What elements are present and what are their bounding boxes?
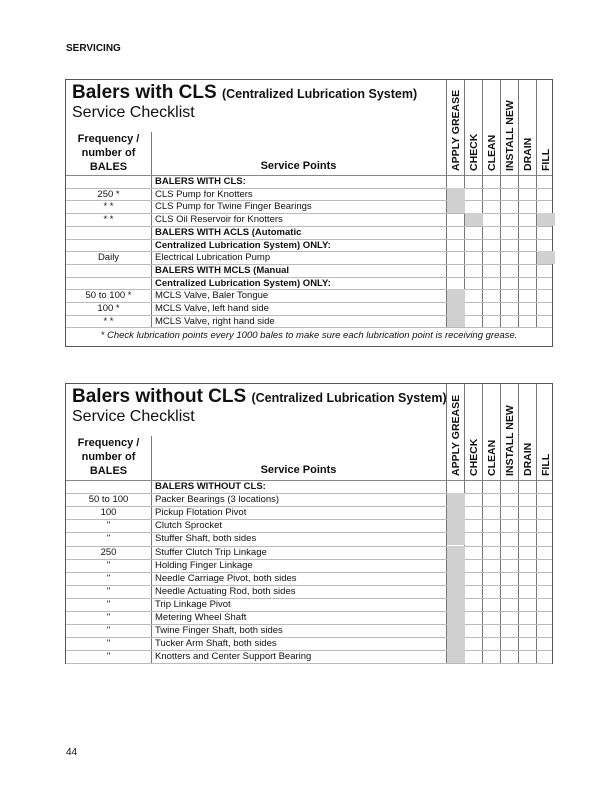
action-label: FILL bbox=[540, 453, 552, 476]
action-cell bbox=[447, 226, 465, 239]
action-cell bbox=[447, 532, 465, 545]
action-cell bbox=[501, 611, 519, 624]
action-label: FILL bbox=[540, 148, 552, 171]
action-cell bbox=[465, 506, 483, 519]
table-row bbox=[66, 585, 552, 598]
table-row bbox=[66, 302, 552, 315]
action-cell bbox=[501, 251, 519, 264]
action-cell bbox=[483, 239, 501, 252]
action-cell bbox=[537, 559, 555, 572]
action-cell bbox=[501, 572, 519, 585]
action-cell bbox=[519, 251, 537, 264]
action-cell bbox=[465, 598, 483, 611]
service-point-cell: Packer Bearings (3 locations) bbox=[155, 494, 280, 506]
action-cell bbox=[501, 289, 519, 302]
action-cell bbox=[483, 302, 501, 315]
page-number: 44 bbox=[66, 747, 78, 758]
action-cell bbox=[465, 277, 483, 290]
service-point-cell: Tucker Arm Shaft, both sides bbox=[155, 638, 277, 650]
action-label: INSTALL NEW bbox=[504, 405, 516, 476]
action-cell bbox=[537, 480, 555, 493]
table-row bbox=[66, 175, 552, 188]
action-column-header bbox=[464, 80, 482, 175]
service-point-cell: Knotters and Center Support Bearing bbox=[155, 651, 312, 663]
action-cell bbox=[501, 506, 519, 519]
action-cell bbox=[483, 213, 501, 226]
action-column-header bbox=[500, 384, 518, 480]
action-cell bbox=[537, 519, 555, 532]
action-cell bbox=[537, 650, 555, 663]
action-cell bbox=[447, 572, 465, 585]
service-point-cell: Holding Finger Linkage bbox=[155, 559, 253, 571]
frequency-cell: 100 bbox=[100, 507, 117, 519]
action-cell bbox=[501, 480, 519, 493]
action-cell bbox=[447, 559, 465, 572]
action-cell bbox=[537, 200, 555, 213]
action-cell bbox=[483, 188, 501, 201]
table-row bbox=[66, 546, 552, 559]
action-cell bbox=[465, 532, 483, 545]
action-cell bbox=[483, 611, 501, 624]
action-cell bbox=[465, 264, 483, 277]
service-point-cell: Trip Linkage Pivot bbox=[155, 598, 231, 610]
frequency-cell: * * bbox=[103, 315, 114, 327]
title-main: Balers without CLS bbox=[72, 386, 247, 407]
frequency-header-line: Frequency / bbox=[77, 133, 140, 145]
section-heading: SERVICING bbox=[66, 43, 121, 54]
action-cell bbox=[501, 624, 519, 637]
action-cell bbox=[465, 611, 483, 624]
action-cell bbox=[483, 264, 501, 277]
action-cell bbox=[537, 188, 555, 201]
table-title bbox=[72, 386, 447, 408]
action-cell bbox=[537, 251, 555, 264]
action-cell bbox=[519, 175, 537, 188]
service-point-cell: Stuffer Shaft, both sides bbox=[155, 533, 257, 545]
action-cell bbox=[447, 585, 465, 598]
action-cell bbox=[483, 251, 501, 264]
frequency-cell: * * bbox=[103, 214, 114, 226]
action-cell bbox=[537, 532, 555, 545]
action-cell bbox=[537, 175, 555, 188]
title-main: Balers with CLS bbox=[72, 82, 217, 103]
action-label: CLEAN bbox=[486, 134, 498, 171]
action-cell bbox=[447, 289, 465, 302]
action-cell bbox=[447, 519, 465, 532]
frequency-cell: " bbox=[106, 533, 111, 545]
service-point-cell: MCLS Valve, left hand side bbox=[155, 303, 269, 314]
action-cell bbox=[483, 226, 501, 239]
action-cell bbox=[483, 559, 501, 572]
action-cell bbox=[537, 264, 555, 277]
action-cell bbox=[519, 289, 537, 302]
service-point-cell: MCLS Valve, right hand side bbox=[155, 315, 275, 327]
service-checklist-table bbox=[65, 383, 553, 664]
action-cell bbox=[483, 546, 501, 559]
action-cell bbox=[519, 239, 537, 252]
action-cell bbox=[447, 598, 465, 611]
action-label: APPLY GREASE bbox=[450, 394, 462, 476]
table-title bbox=[72, 82, 417, 104]
title-suffix: (Centralized Lubrication System) bbox=[221, 87, 418, 101]
table-row bbox=[66, 480, 552, 493]
frequency-cell: " bbox=[106, 585, 111, 597]
action-cell bbox=[465, 493, 483, 506]
action-cell bbox=[537, 585, 555, 598]
frequency-cell: " bbox=[106, 638, 111, 650]
table-row bbox=[66, 493, 552, 506]
service-point-cell: Pickup Flotation Pivot bbox=[155, 507, 247, 519]
service-point-cell: CLS Oil Reservoir for Knotters bbox=[155, 214, 283, 226]
action-cell bbox=[519, 650, 537, 663]
action-column-header bbox=[482, 384, 500, 480]
action-cell bbox=[537, 637, 555, 650]
action-cell bbox=[501, 302, 519, 315]
table-row bbox=[66, 315, 552, 328]
action-cell bbox=[447, 175, 465, 188]
action-cell bbox=[483, 532, 501, 545]
service-point-cell: CLS Pump for Twine Finger Bearings bbox=[155, 201, 312, 213]
action-cell bbox=[465, 188, 483, 201]
table-row bbox=[66, 506, 552, 519]
action-label: CHECK bbox=[468, 438, 480, 476]
action-cell bbox=[465, 302, 483, 315]
action-column-header bbox=[518, 384, 536, 480]
action-cell bbox=[465, 572, 483, 585]
action-cell bbox=[483, 598, 501, 611]
action-label: DRAIN bbox=[522, 442, 534, 476]
table-row bbox=[66, 264, 552, 277]
action-cell bbox=[519, 315, 537, 328]
action-cell bbox=[501, 585, 519, 598]
title-suffix: (Centralized Lubrication System) bbox=[251, 391, 447, 405]
action-cell bbox=[447, 213, 465, 226]
service-point-cell: Centralized Lubrication System) ONLY: bbox=[155, 239, 331, 251]
service-point-cell: MCLS Valve, Baler Tongue bbox=[155, 290, 269, 302]
service-point-cell: Twine Finger Shaft, both sides bbox=[155, 625, 283, 637]
table-row bbox=[66, 559, 552, 572]
table-row bbox=[66, 624, 552, 637]
action-cell bbox=[483, 315, 501, 328]
table-row bbox=[66, 213, 552, 226]
frequency-cell: " bbox=[106, 651, 111, 663]
frequency-header-line: number of bbox=[81, 451, 136, 463]
table-row bbox=[66, 532, 552, 545]
action-cell bbox=[447, 239, 465, 252]
action-cell bbox=[465, 200, 483, 213]
frequency-header-line: Frequency / bbox=[77, 437, 140, 449]
table-row bbox=[66, 519, 552, 532]
action-cell bbox=[537, 239, 555, 252]
frequency-cell: " bbox=[106, 598, 111, 610]
action-cell bbox=[519, 226, 537, 239]
action-cell bbox=[501, 546, 519, 559]
action-cell bbox=[519, 598, 537, 611]
action-cell bbox=[537, 213, 555, 226]
action-cell bbox=[519, 480, 537, 493]
action-cell bbox=[465, 226, 483, 239]
action-cell bbox=[537, 302, 555, 315]
frequency-cell: " bbox=[106, 520, 111, 532]
frequency-cell: Daily bbox=[97, 252, 120, 264]
action-cell bbox=[537, 226, 555, 239]
action-cell bbox=[447, 188, 465, 201]
action-cell bbox=[537, 611, 555, 624]
table-row bbox=[66, 226, 552, 239]
action-cell bbox=[519, 264, 537, 277]
action-cell bbox=[501, 264, 519, 277]
action-cell bbox=[519, 585, 537, 598]
action-cell bbox=[465, 239, 483, 252]
action-cell bbox=[465, 559, 483, 572]
action-column-header bbox=[500, 80, 518, 175]
action-cell bbox=[501, 239, 519, 252]
service-point-cell: Stuffer Clutch Trip Linkage bbox=[155, 546, 267, 558]
action-cell bbox=[447, 493, 465, 506]
action-cell bbox=[501, 650, 519, 663]
table-row bbox=[66, 188, 552, 201]
action-cell bbox=[519, 302, 537, 315]
frequency-cell: * * bbox=[103, 201, 114, 213]
action-cell bbox=[465, 213, 483, 226]
footnote: * Check lubrication points every 1000 bales to make sure each lubrication point is receiving grease. bbox=[100, 330, 518, 342]
action-label: INSTALL NEW bbox=[504, 100, 516, 171]
action-cell bbox=[501, 493, 519, 506]
table-row bbox=[66, 251, 552, 264]
action-cell bbox=[483, 493, 501, 506]
service-point-cell: BALERS WITH MCLS (Manual bbox=[155, 264, 290, 276]
action-cell bbox=[483, 277, 501, 290]
frequency-cell: " bbox=[106, 625, 111, 637]
action-column-header bbox=[464, 384, 482, 480]
table-row bbox=[66, 277, 552, 290]
action-cell bbox=[465, 624, 483, 637]
service-point-cell: BALERS WITH ACLS (Automatic bbox=[155, 226, 302, 238]
action-cell bbox=[483, 289, 501, 302]
action-cell bbox=[501, 213, 519, 226]
service-point-cell: Electrical Lubrication Pump bbox=[155, 252, 271, 264]
table-row bbox=[66, 239, 552, 252]
action-cell bbox=[519, 611, 537, 624]
action-cell bbox=[519, 637, 537, 650]
row-divider bbox=[66, 663, 552, 664]
action-cell bbox=[501, 277, 519, 290]
action-cell bbox=[483, 519, 501, 532]
service-points-header: Service Points bbox=[260, 160, 337, 172]
action-column-header bbox=[536, 80, 554, 175]
frequency-cell: 50 to 100 bbox=[88, 494, 129, 506]
action-cell bbox=[447, 251, 465, 264]
action-cell bbox=[465, 315, 483, 328]
frequency-header-line: number of bbox=[81, 147, 136, 159]
action-column-header bbox=[518, 80, 536, 175]
action-cell bbox=[465, 637, 483, 650]
frequency-cell: 50 to 100 * bbox=[85, 290, 132, 302]
table-row bbox=[66, 637, 552, 650]
table-subtitle: Service Checklist bbox=[72, 104, 195, 121]
table-row bbox=[66, 650, 552, 663]
action-column-header bbox=[482, 80, 500, 175]
frequency-cell: 250 * bbox=[97, 188, 120, 200]
service-point-cell: Needle Actuating Rod, both sides bbox=[155, 585, 296, 597]
frequency-header-line: BALES bbox=[89, 465, 128, 477]
action-cell bbox=[447, 637, 465, 650]
action-label: APPLY GREASE bbox=[450, 89, 462, 171]
service-point-cell: CLS Pump for Knotters bbox=[155, 188, 253, 200]
frequency-cell: 100 * bbox=[97, 303, 120, 314]
action-cell bbox=[519, 532, 537, 545]
action-cell bbox=[537, 598, 555, 611]
frequency-cell: " bbox=[106, 572, 111, 584]
action-cell bbox=[501, 226, 519, 239]
action-cell bbox=[519, 559, 537, 572]
action-cell bbox=[465, 519, 483, 532]
action-cell bbox=[519, 200, 537, 213]
service-points-header: Service Points bbox=[260, 464, 337, 476]
action-cell bbox=[501, 175, 519, 188]
action-cell bbox=[519, 546, 537, 559]
action-cell bbox=[483, 572, 501, 585]
action-cell bbox=[519, 213, 537, 226]
action-cell bbox=[519, 188, 537, 201]
action-cell bbox=[519, 506, 537, 519]
action-cell bbox=[483, 175, 501, 188]
action-cell bbox=[519, 277, 537, 290]
frequency-header bbox=[66, 436, 151, 478]
frequency-cell: 250 bbox=[100, 546, 117, 558]
action-cell bbox=[447, 264, 465, 277]
action-cell bbox=[537, 289, 555, 302]
action-cell bbox=[501, 188, 519, 201]
action-cell bbox=[537, 546, 555, 559]
action-cell bbox=[465, 546, 483, 559]
table-row bbox=[66, 200, 552, 213]
service-checklist-table bbox=[65, 79, 553, 347]
action-cell bbox=[501, 200, 519, 213]
service-point-cell: BALERS WITHOUT CLS: bbox=[155, 481, 266, 492]
action-cell bbox=[447, 302, 465, 315]
service-point-cell: Centralized Lubrication System) ONLY: bbox=[155, 277, 331, 289]
action-cell bbox=[537, 506, 555, 519]
action-cell bbox=[465, 650, 483, 663]
action-cell bbox=[537, 572, 555, 585]
table-row bbox=[66, 289, 552, 302]
table-row bbox=[66, 598, 552, 611]
action-cell bbox=[537, 624, 555, 637]
action-cell bbox=[447, 624, 465, 637]
frequency-header bbox=[66, 132, 151, 174]
action-cell bbox=[465, 175, 483, 188]
table-row bbox=[66, 572, 552, 585]
action-column-header bbox=[446, 80, 464, 175]
action-cell bbox=[537, 277, 555, 290]
action-cell bbox=[501, 519, 519, 532]
table-row bbox=[66, 611, 552, 624]
action-label: DRAIN bbox=[522, 137, 534, 171]
action-cell bbox=[519, 572, 537, 585]
table-subtitle: Service Checklist bbox=[72, 408, 195, 425]
action-cell bbox=[483, 480, 501, 493]
action-cell bbox=[501, 315, 519, 328]
service-point-cell: Clutch Sprocket bbox=[155, 520, 223, 532]
action-cell bbox=[483, 585, 501, 598]
action-cell bbox=[447, 506, 465, 519]
action-cell bbox=[483, 637, 501, 650]
action-cell bbox=[483, 624, 501, 637]
action-cell bbox=[465, 289, 483, 302]
row-divider bbox=[66, 327, 552, 328]
action-cell bbox=[519, 519, 537, 532]
action-cell bbox=[537, 493, 555, 506]
action-cell bbox=[537, 315, 555, 328]
action-cell bbox=[483, 650, 501, 663]
action-cell bbox=[501, 637, 519, 650]
action-cell bbox=[465, 251, 483, 264]
frequency-cell: " bbox=[106, 559, 111, 571]
action-cell bbox=[519, 624, 537, 637]
action-label: CLEAN bbox=[486, 439, 498, 476]
action-cell bbox=[501, 598, 519, 611]
action-cell bbox=[447, 546, 465, 559]
action-cell bbox=[447, 611, 465, 624]
action-cell bbox=[465, 480, 483, 493]
action-label: CHECK bbox=[468, 133, 480, 171]
action-cell bbox=[447, 650, 465, 663]
action-cell bbox=[447, 277, 465, 290]
action-cell bbox=[483, 506, 501, 519]
action-cell bbox=[465, 585, 483, 598]
frequency-header-line: BALES bbox=[89, 161, 128, 173]
action-column-header bbox=[536, 384, 554, 480]
service-point-cell: BALERS WITH CLS: bbox=[155, 176, 246, 187]
action-cell bbox=[501, 532, 519, 545]
action-cell bbox=[447, 315, 465, 328]
frequency-cell: " bbox=[106, 612, 111, 623]
service-point-cell: Metering Wheel Shaft bbox=[155, 612, 247, 623]
service-point-cell: Needle Carriage Pivot, both sides bbox=[155, 572, 297, 584]
action-cell bbox=[483, 200, 501, 213]
action-cell bbox=[501, 559, 519, 572]
action-cell bbox=[519, 493, 537, 506]
action-cell bbox=[447, 480, 465, 493]
action-column-header bbox=[446, 384, 464, 480]
action-cell bbox=[447, 200, 465, 213]
